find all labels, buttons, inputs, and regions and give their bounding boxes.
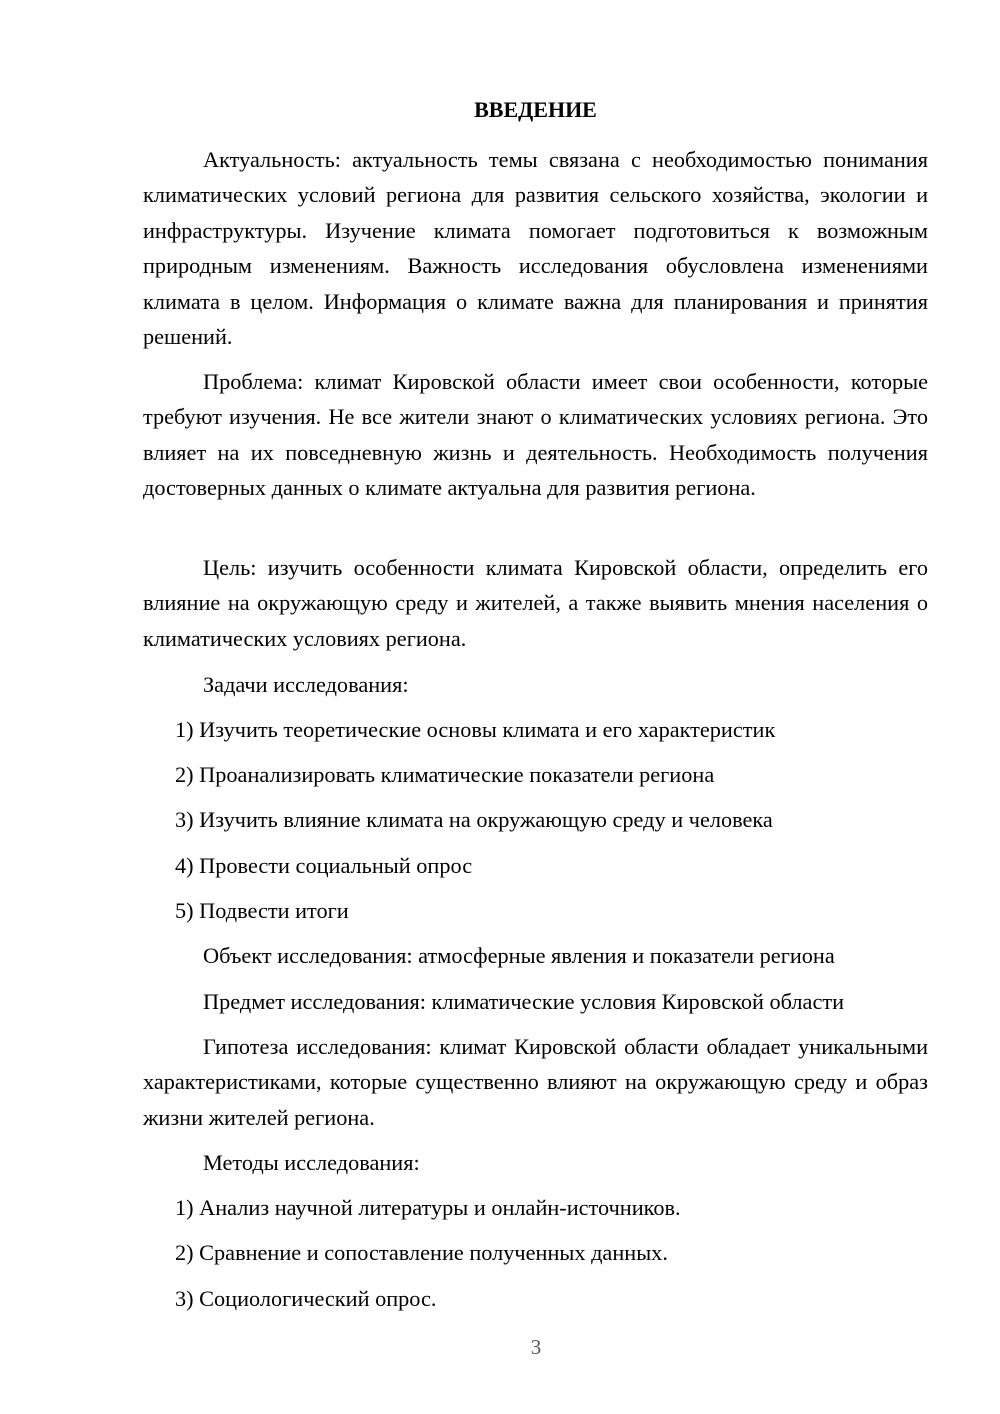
task-item: 2) Проанализировать климатические показатели региона (175, 762, 715, 787)
task-item: 4) Провести социальный опрос (175, 853, 473, 878)
paragraph-relevance: Актуальность: актуальность темы связана с необходимостью понимания климатических условий региона для развития сельского хозяйства, экологии и инфраструктуры. Изучение климата помогает подготовиться к возможным природным изменениям. Важность исследования обусловлена изменениями климата в целом. Информация о климате важна для планирования и принятия решений. (143, 147, 928, 350)
method-item: 2) Сравнение и сопоставление полученных данных. (175, 1240, 668, 1265)
method-item: 3) Социологический опрос. (175, 1286, 437, 1311)
paragraph-goal: Цель: изучить особенности климата Кировской области, определить его влияние на окружающую среду и жителей, а также выявить мнения населения о климатических условиях региона. (143, 555, 928, 651)
methods-heading: Методы исследования: (203, 1150, 420, 1175)
method-item: 1) Анализ научной литературы и онлайн-источников. (175, 1195, 681, 1220)
page-number: 3 (530, 1335, 542, 1359)
research-object: Объект исследования: атмосферные явления и показатели региона (203, 943, 835, 968)
task-item: 5) Подвести итоги (175, 898, 349, 923)
paragraph-problem: Проблема: климат Кировской области имеет свои особенности, которые требуют изучения. Не все жители знают о климатических условиях региона. Это влияет на их повседневную жизнь и деятельность. Необходимость получения достоверных данных о климате актуальна для развития региона. (143, 369, 928, 501)
paragraph-hypothesis: Гипотеза исследования: климат Кировской области обладает уникальными характеристиками, которые существенно влияют на окружающую среду и образ жизни жителей региона. (143, 1034, 928, 1130)
page-title: ВВЕДЕНИЕ (474, 97, 597, 122)
tasks-heading: Задачи исследования: (203, 672, 409, 697)
research-subject: Предмет исследования: климатические условия Кировской области (203, 989, 845, 1014)
task-item: 3) Изучить влияние климата на окружающую среду и человека (175, 807, 773, 832)
task-item: 1) Изучить теоретические основы климата и его характеристик (175, 717, 776, 742)
